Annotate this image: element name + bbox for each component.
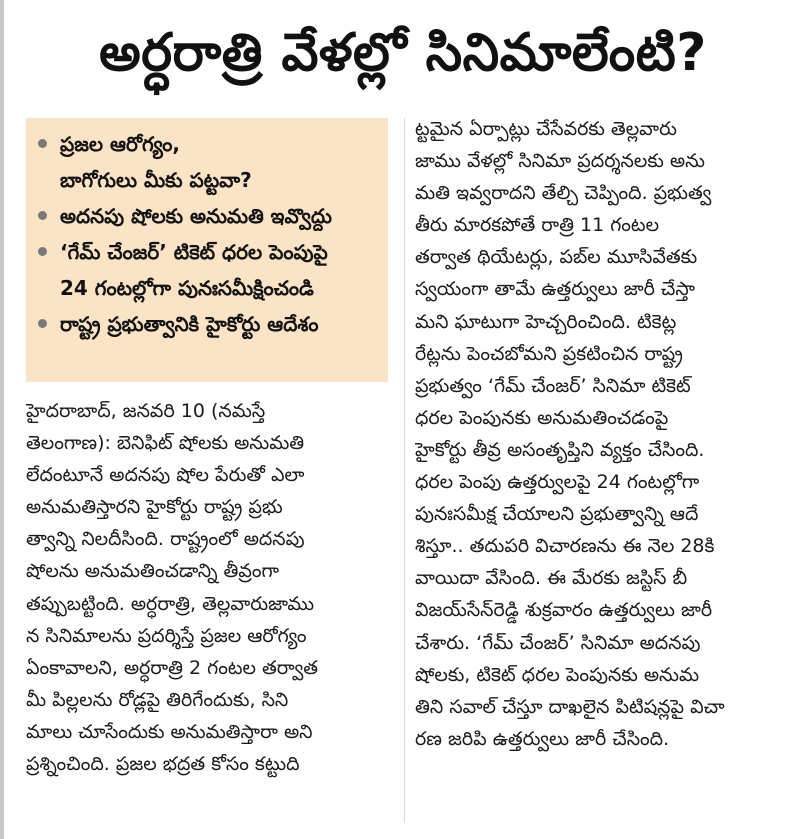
article-line: మని ఘాటుగా హెచ్చరించింది. టికెట్ల: [415, 310, 677, 333]
article-line: శిస్తూ.. తదుపరి విచారణను ఈ నెల 28కి: [415, 535, 715, 558]
bullet-icon: [38, 247, 47, 256]
article-line: రణ జరిపి ఉత్తర్వులు జారీ చేసింది.: [415, 727, 670, 750]
highlight-line: ప్రజల ఆరోగ్యం,: [60, 132, 181, 156]
article-right-column: [415, 113, 787, 755]
article-line: షోలను అనుమతించడాన్ని తీవ్రంగా: [26, 560, 280, 583]
article-line: స్వయంగా తామే ఉత్తర్వులు జారీ చేస్తా: [415, 278, 695, 301]
article-line: మతి ఇవ్వరాదని తేల్చి చెప్పింది. ప్రభుత్వ: [415, 182, 712, 205]
article-line: ఏంకావాలని, అర్ధరాత్రి 2 గంటల తర్వాత: [26, 656, 319, 679]
highlight-item: [36, 198, 380, 234]
article-line: ధరల పెంపు ఉత్తర్వులపై 24 గంటల్లోగా: [415, 471, 700, 494]
highlight-item: [36, 126, 380, 198]
article-line: జాము వేళల్లో సినిమా ప్రదర్శనలకు అను: [415, 150, 705, 173]
article-line: ప్రశ్నించింది. ప్రజల భద్రత కోసం కట్టుది: [26, 753, 300, 776]
article-line: పునఃసమీక్ష చేయాలని ప్రభుత్వాన్ని ఆదే: [415, 503, 699, 526]
highlight-line: బాగోగులు మీకు పట్టవా?: [60, 168, 252, 192]
article-line: హైదరాబాద్, జనవరి 10 (నమస్తే: [26, 400, 266, 422]
column-divider: [404, 118, 405, 823]
article-line: లేదంటూనే అదనపు షోల పేరుతో ఎలా: [26, 464, 305, 487]
article-line: తప్పుబట్టింది. అర్ధరాత్రి, తెల్లవారుజాము: [26, 592, 315, 615]
bullet-icon: [38, 211, 47, 220]
article-line: హైకోర్టు తీవ్ర అసంతృప్తిని వ్యక్తం చేసింది.: [415, 438, 705, 461]
highlight-item: [36, 306, 380, 342]
highlight-item: [36, 234, 380, 306]
article-line: తెలంగాణ): బెనిఫిట్ షోలకు అనుమతి: [26, 432, 305, 455]
article-left-column: [26, 395, 394, 780]
article-line: ట్టమైన ఏర్పాట్లు చేసేవరకు తెల్లవారు: [415, 118, 677, 140]
bullet-icon: [38, 319, 47, 328]
highlight-line: అదనపు షోలకు అనుమతి ఇవ్వొద్దు: [60, 204, 332, 228]
article-line: మాలు చూసేందుకు అనుమతిస్తారా అని: [26, 720, 313, 743]
article-line: వాయిదా వేసింది. ఈ మేరకు జస్టిస్ బీ: [415, 567, 688, 590]
article-line: షోలకు, టికెట్ ధరల పెంపునకు అనుమ: [415, 663, 700, 686]
article-line: మీ పిల్లలను రోడ్లపై తిరిగేందుకు, సిని: [26, 688, 289, 711]
article-line: తిని సవాల్ చేస్తూ దాఖలైన పిటిషన్లపై విచా: [415, 695, 725, 718]
article-line: రేట్లను పెంచబోమని ప్రకటించిన రాష్ట్ర: [415, 342, 683, 365]
highlight-line: 24 గంటల్లోగా పునఃసమీక్షించండి: [60, 276, 314, 300]
bullet-icon: [38, 139, 47, 148]
article-line: న సినిమాలను ప్రదర్శిస్తే ప్రజల ఆరోగ్యం: [26, 624, 307, 647]
article-line: తీరు మారకపోతే రాత్రి 11 గంటల: [415, 214, 660, 237]
article-line: ధరల పెంపునకు అనుమతించడంపై: [415, 406, 669, 429]
article-line: ప్రభుత్వం ‘గేమ్ చేంజర్’ సినిమా టికెట్: [415, 374, 691, 397]
highlight-line: ‘గేమ్ చేంజర్’ టికెట్ ధరల పెంపుపై: [60, 240, 328, 264]
article-line: అనుమతిస్తారని హైకోర్టు రాష్ట్ర ప్రభు: [26, 496, 283, 519]
article-line: తర్వాత థియేటర్లు, పబ్‌ల మూసివేతకు: [415, 246, 698, 269]
highlights-box: [26, 118, 388, 382]
headline: అర్ధరాత్రి వేళల్లో సినిమాలేంటి?: [99, 22, 707, 83]
article-line: విజయ్‌సేన్‌రెడ్డి శుక్రవారం ఉత్తర్వులు జారీ: [415, 599, 713, 622]
highlight-line: రాష్ట్ర ప్రభుత్వానికి హైకోర్టు ఆదేశం: [60, 312, 319, 336]
article-line: చేశారు. ‘గేమ్ చేంజర్’ సినిమా అదనపు: [415, 631, 701, 654]
article-line: త్వాన్ని నిలదీసింది. రాష్ట్రంలో అదనపు: [26, 528, 305, 551]
page-edge-rule: [0, 0, 4, 839]
